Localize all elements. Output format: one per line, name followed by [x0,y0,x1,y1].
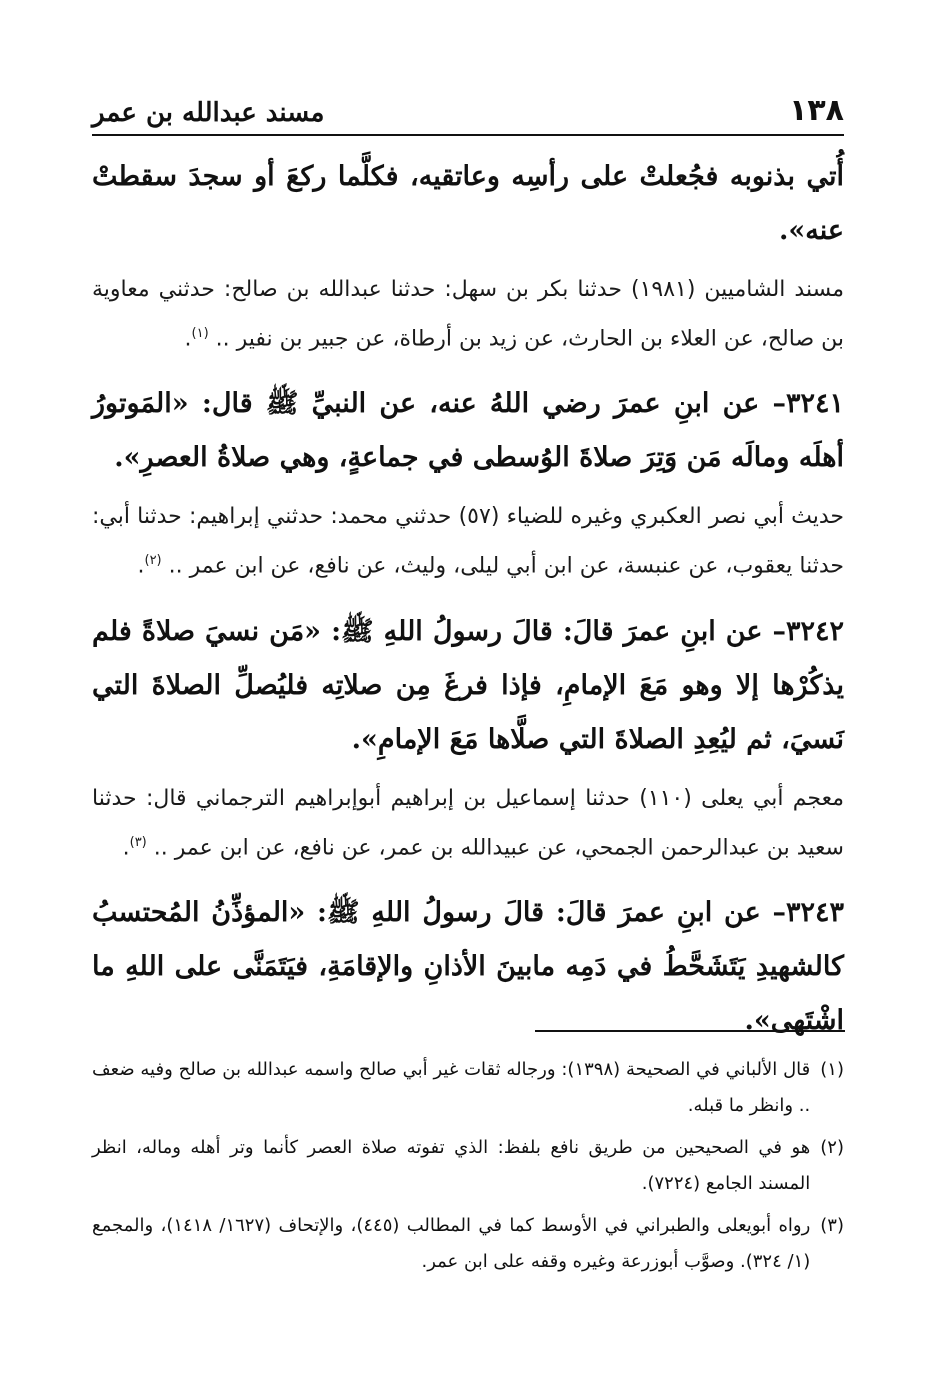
hadith-paragraph: ٣٢٤٢– عن ابنِ عمرَ قالَ: قالَ رسولُ اللهِ ﷺ: «مَن نسيَ صلاةً فلم يذكُرْها إلا وهو مَعَ الإمامِ، فإذا فرغَ مِن صلاتِه فليُصلِّ الصلاةَ التي نَسيَ، ثم ليُعِدِ الصلاةَ التي صلَّاها مَعَ الإمامِ». [92,615,844,755]
footnote-ref[interactable]: (١) [191,326,209,341]
footnote-mark: (١) [820,1059,844,1080]
hadith-number: ٣٢٤٣– [772,896,844,928]
footnote [92,1208,844,1280]
footnotes [92,1052,844,1286]
footnote [92,1052,844,1124]
source-paragraph: معجم أبي يعلى (١١٠) حدثنا إسماعيل بن إبراهيم أبوإبراهيم الترجماني قال: حدثنا سعيد بن عبدالرحمن الجمحي، عن عبيدالله بن عمر، عن نافع، عن ابن عمر .. $^{(٣)}$. [92,785,845,860]
footnote-ref[interactable]: (٣) [129,834,147,850]
hadith-number: ٣٢٤٢– [772,615,844,647]
footnote-mark: (٢) [820,1137,844,1158]
footnote-separator [535,1030,845,1032]
footnote-text: قال الألباني في الصحيحة (١٣٩٨): ورجاله ثقات غير أبي صالح واسمه عبدالله بن صالح وفيه ضعف .. وانظر ما قبله. [92,1059,811,1116]
source-paragraph: مسند الشاميين (١٩٨١) حدثنا بكر بن سهل: حدثنا عبدالله بن صالح: حدثني معاوية بن صالح، عن العلاء بن الحارث، عن زيد بن أرطاة، عن جبير بن نفير .. $^{(١)}$. [92,277,844,352]
page-number: ١٣٨ [789,93,844,128]
hadith-paragraph: ٣٢٤١– عن ابنِ عمرَ رضي اللهُ عنه، عن النبيِّ ﷺ قال: «المَوتورُ أهلَه ومالَه مَن وَتِرَ صلاةَ الوُسطى في جماعةٍ، وهي صلاةُ العصرِ». [92,388,844,474]
footnote-ref[interactable]: (٢) [144,553,162,569]
running-title: مسند عبدالله بن عمر [92,98,325,128]
hadith-paragraph: أُتي بذنوبه فجُعلتْ على رأسِه وعاتقيه، فكلَّما ركعَ أو سجدَ سقطتْ عنه». [92,161,844,246]
page-header [92,88,844,136]
main-text [92,150,844,1058]
footnote-mark: (٣) [820,1215,844,1236]
hadith-paragraph: ٣٢٤٣– عن ابنِ عمرَ قالَ: قالَ رسولُ اللهِ ﷺ: «المؤذِّنُ المُحتسبُ كالشهيدِ يَتَشَحَّطُ في دَمِه مابينَ الأذانِ والإقامَةِ، فيَتَمَنَّى على اللهِ ما اشْتَهى». [92,896,844,1036]
source-paragraph: حديث أبي نصر العكبري وغيره للضياء (٥٧) حدثني محمد: حدثني إبراهيم: حدثنا أبي: حدثنا يعقوب، عن عنبسة، عن ابن أبي ليلى، وليث، عن نافع، عن ابن عمر .. $^{(٢)}$. [92,504,844,579]
footnote-text: رواه أبويعلى والطبراني في الأوسط كما في المطالب (٤٤٥)، والإتحاف (١٦٢٧/ ١٤١٨)، والمجمع (١/ ٣٢٤). وصوَّب أبوزرعة وغيره وقفه على ابن عمر. [92,1215,811,1272]
hadith-number: ٣٢٤١– [772,388,844,420]
footnote-text: هو في الصحيحين من طريق نافع بلفظ: الذي تفوته صلاة العصر كأنما وتر أهله وماله، انظر المسند الجامع (٧٢٢٤). [92,1137,811,1194]
footnote [92,1130,844,1202]
